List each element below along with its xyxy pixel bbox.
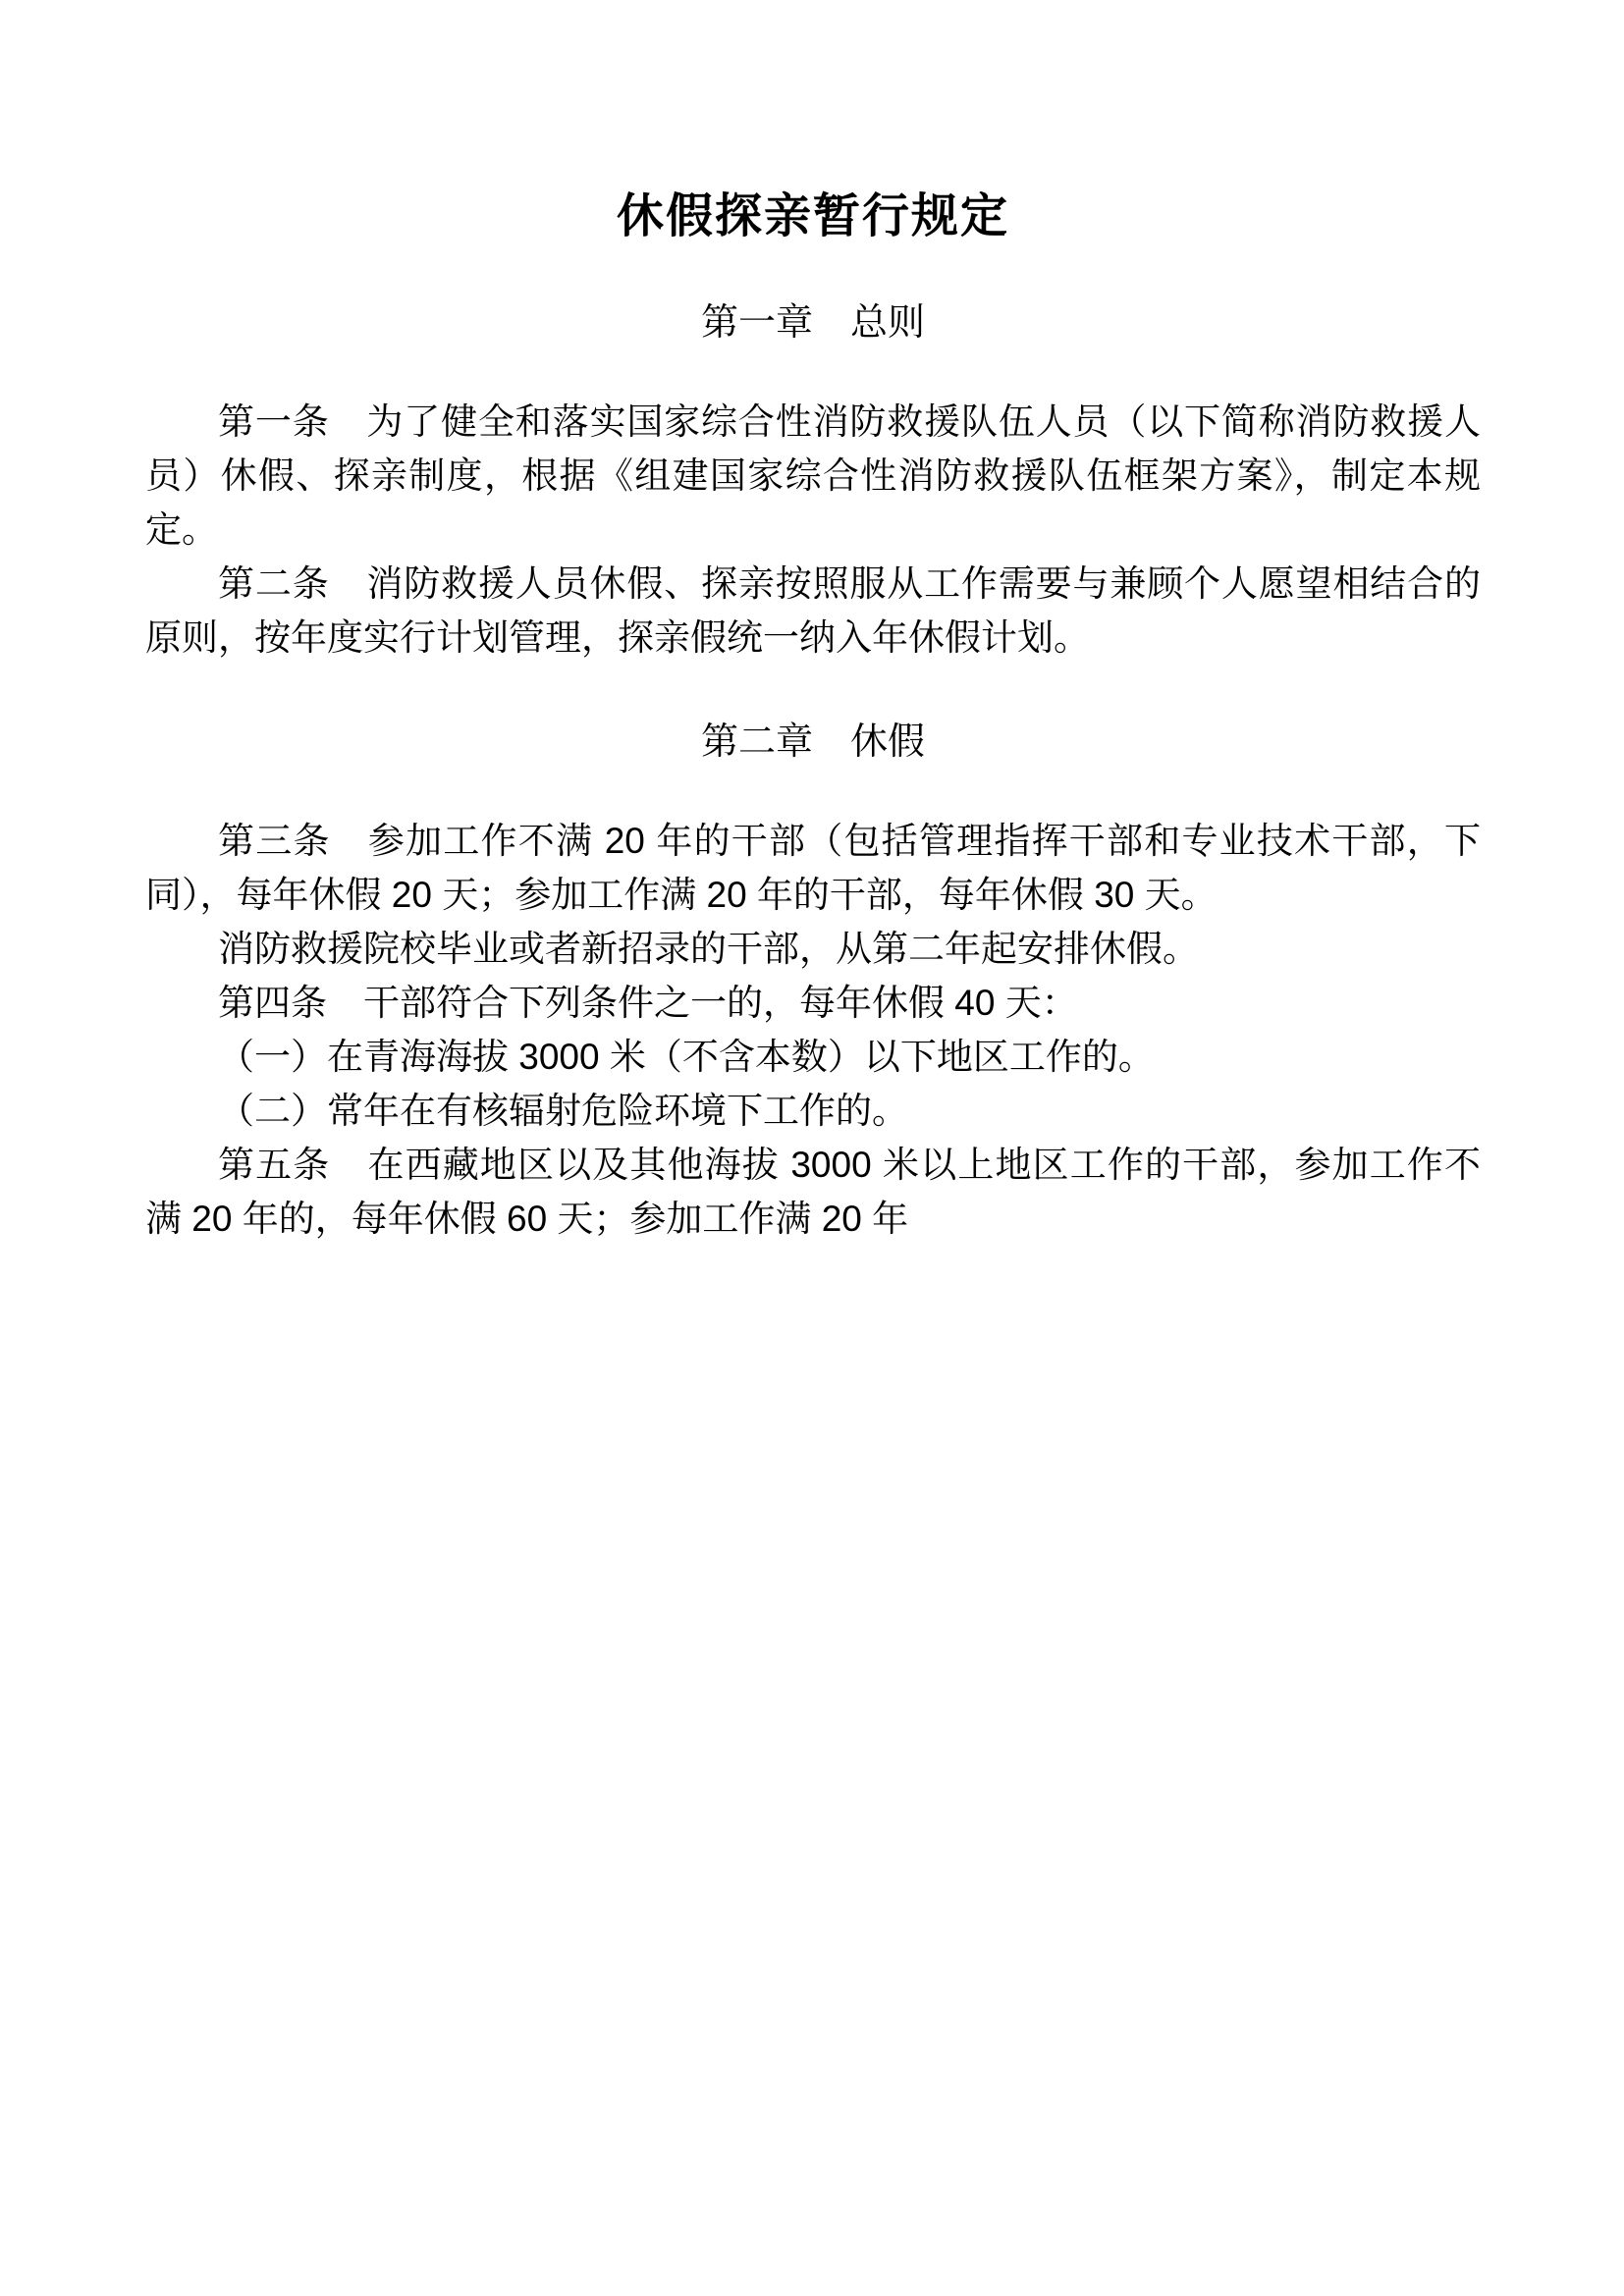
chapter-heading: 第一章 总则 — [700, 302, 925, 344]
chapter-section — [145, 720, 1481, 1246]
document-body — [145, 300, 1481, 1246]
paragraph: 第三条 参加工作不满 20 年的干部（包括管理指挥干部和专业技术干部，下同），每年休假 20 天；参加工作满 20 年的干部，每年休假 30 天。 — [145, 821, 1481, 915]
paragraph: 第一条 为了健全和落实国家综合性消防救援队伍人员（以下简称消防救援人员）休假、探亲制度，根据《组建国家综合性消防救援队伍框架方案》，制定本规定。 — [145, 401, 1481, 550]
chapter-section — [145, 300, 1481, 665]
paragraph: 第五条 在西藏地区以及其他海拔 3000 米以上地区工作的干部，参加工作不满 20 年的，每年休假 60 天；参加工作满 20 年 — [145, 1145, 1481, 1239]
paragraph: （二）常年在有核辐射危险环境下工作的。 — [218, 1091, 908, 1131]
paragraph: 第二条 消防救援人员休假、探亲按照服从工作需要与兼顾个人愿望相结合的原则，按年度实行计划管理，探亲假统一纳入年休假计划。 — [145, 563, 1481, 658]
chapter-heading: 第二章 休假 — [700, 721, 925, 763]
paragraph: 消防救援院校毕业或者新招录的干部，从第二年起安排休假。 — [218, 929, 1199, 969]
paragraph: 第四条 干部符合下列条件之一的，每年休假 40 天： — [218, 983, 1078, 1023]
paragraph: （一）在青海海拔 3000 米（不含本数）以下地区工作的。 — [218, 1037, 1155, 1077]
document-title: 休假探亲暂行规定 — [616, 190, 1009, 242]
